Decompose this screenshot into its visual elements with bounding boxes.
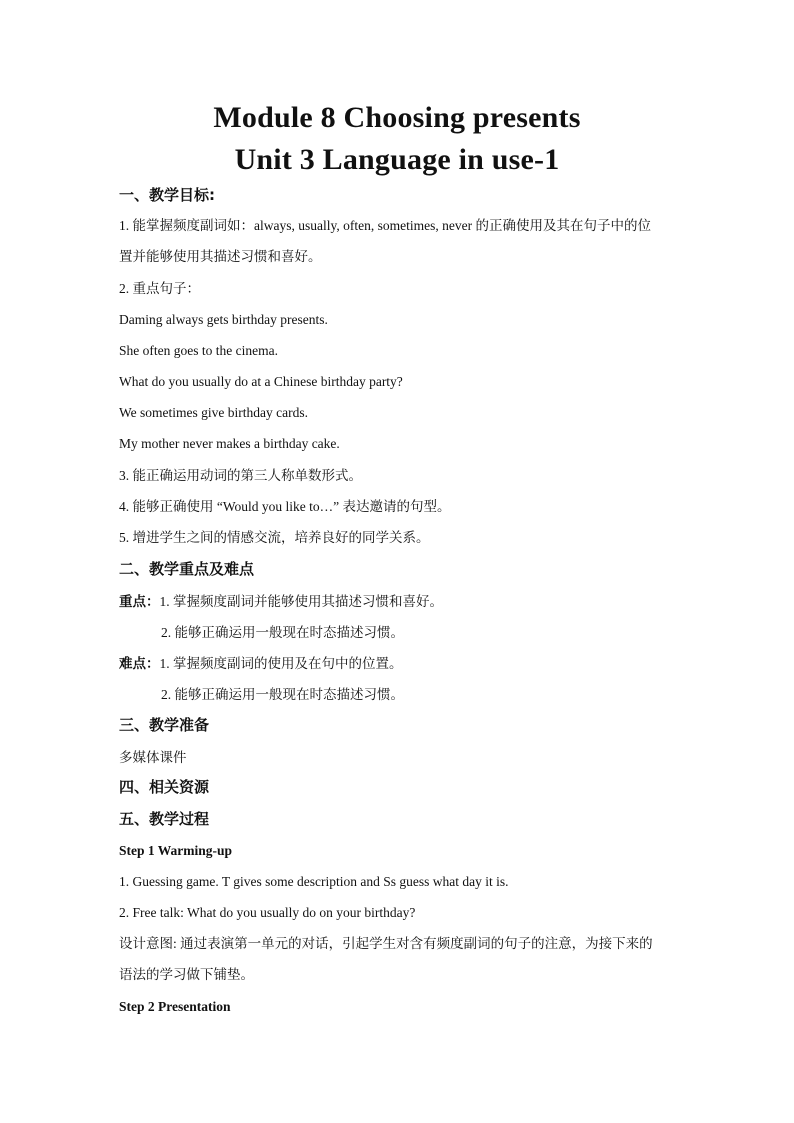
- title-unit: Unit 3 Language in use-1: [234, 143, 560, 176]
- step-1-item-1: 1. Guessing game. T gives some description and Ss guess what day it is.: [119, 874, 509, 889]
- title-module: Module 8 Choosing presents: [213, 101, 581, 134]
- design-intent-line-1: 设计意图: 通过表演第一单元的对话，引起学生对含有频度副词的句子的注意，为接下来的: [119, 936, 653, 951]
- key-sentence: What do you usually do at a Chinese birthday party?: [119, 374, 403, 389]
- section-heading-process: 五、教学过程: [119, 810, 210, 828]
- preparation-content: 多媒体课件: [119, 750, 187, 765]
- section-heading-key-points: 二、教学重点及难点: [119, 560, 255, 578]
- key-sentence: We sometimes give birthday cards.: [119, 405, 308, 420]
- objective-2: 2. 重点句子：: [119, 281, 200, 296]
- objective-1-line-2: 置并能够使用其描述习惯和喜好。: [119, 249, 322, 264]
- step-1-item-2: 2. Free talk: What do you usually do on your birthday?: [119, 905, 416, 920]
- difficulty-label: 难点：: [119, 656, 160, 671]
- design-intent-line-2: 语法的学习做下铺垫。: [119, 967, 254, 982]
- key-point-1-text: 1. 掌握频度副词并能够使用其描述习惯和喜好。: [159, 594, 443, 609]
- key-sentence: Daming always gets birthday presents.: [119, 312, 328, 327]
- key-point-label: 重点：: [119, 594, 160, 609]
- difficulty-1: [119, 655, 403, 673]
- key-sentence: My mother never makes a birthday cake.: [119, 436, 340, 451]
- objective-5: 5. 增进学生之间的情感交流，培养良好的同学关系。: [119, 530, 430, 545]
- difficulty-1-text: 1. 掌握频度副词的使用及在句中的位置。: [159, 656, 403, 671]
- objective-3: 3. 能正确运用动词的第三人称单数形式。: [119, 468, 362, 483]
- key-point-1: [119, 593, 443, 611]
- step-1-heading: Step 1 Warming-up: [119, 843, 233, 858]
- difficulty-2: 2. 能够正确运用一般现在时态描述习惯。: [161, 687, 404, 702]
- key-point-2: 2. 能够正确运用一般现在时态描述习惯。: [161, 625, 404, 640]
- section-heading-preparation: 三、教学准备: [119, 716, 210, 734]
- objective-1-line-1: 1. 能掌握频度副词如：always, usually, often, sometimes, never 的正确使用及其在句子中的位: [119, 218, 651, 233]
- key-sentence: She often goes to the cinema.: [119, 343, 278, 358]
- objective-4: 4. 能够正确使用 “Would you like to…” 表达邀请的句型。: [119, 499, 451, 514]
- section-heading-objectives: 一、教学目标:: [119, 186, 215, 204]
- section-heading-resources: 四、相关资源: [119, 778, 210, 796]
- step-2-heading: Step 2 Presentation: [119, 999, 231, 1014]
